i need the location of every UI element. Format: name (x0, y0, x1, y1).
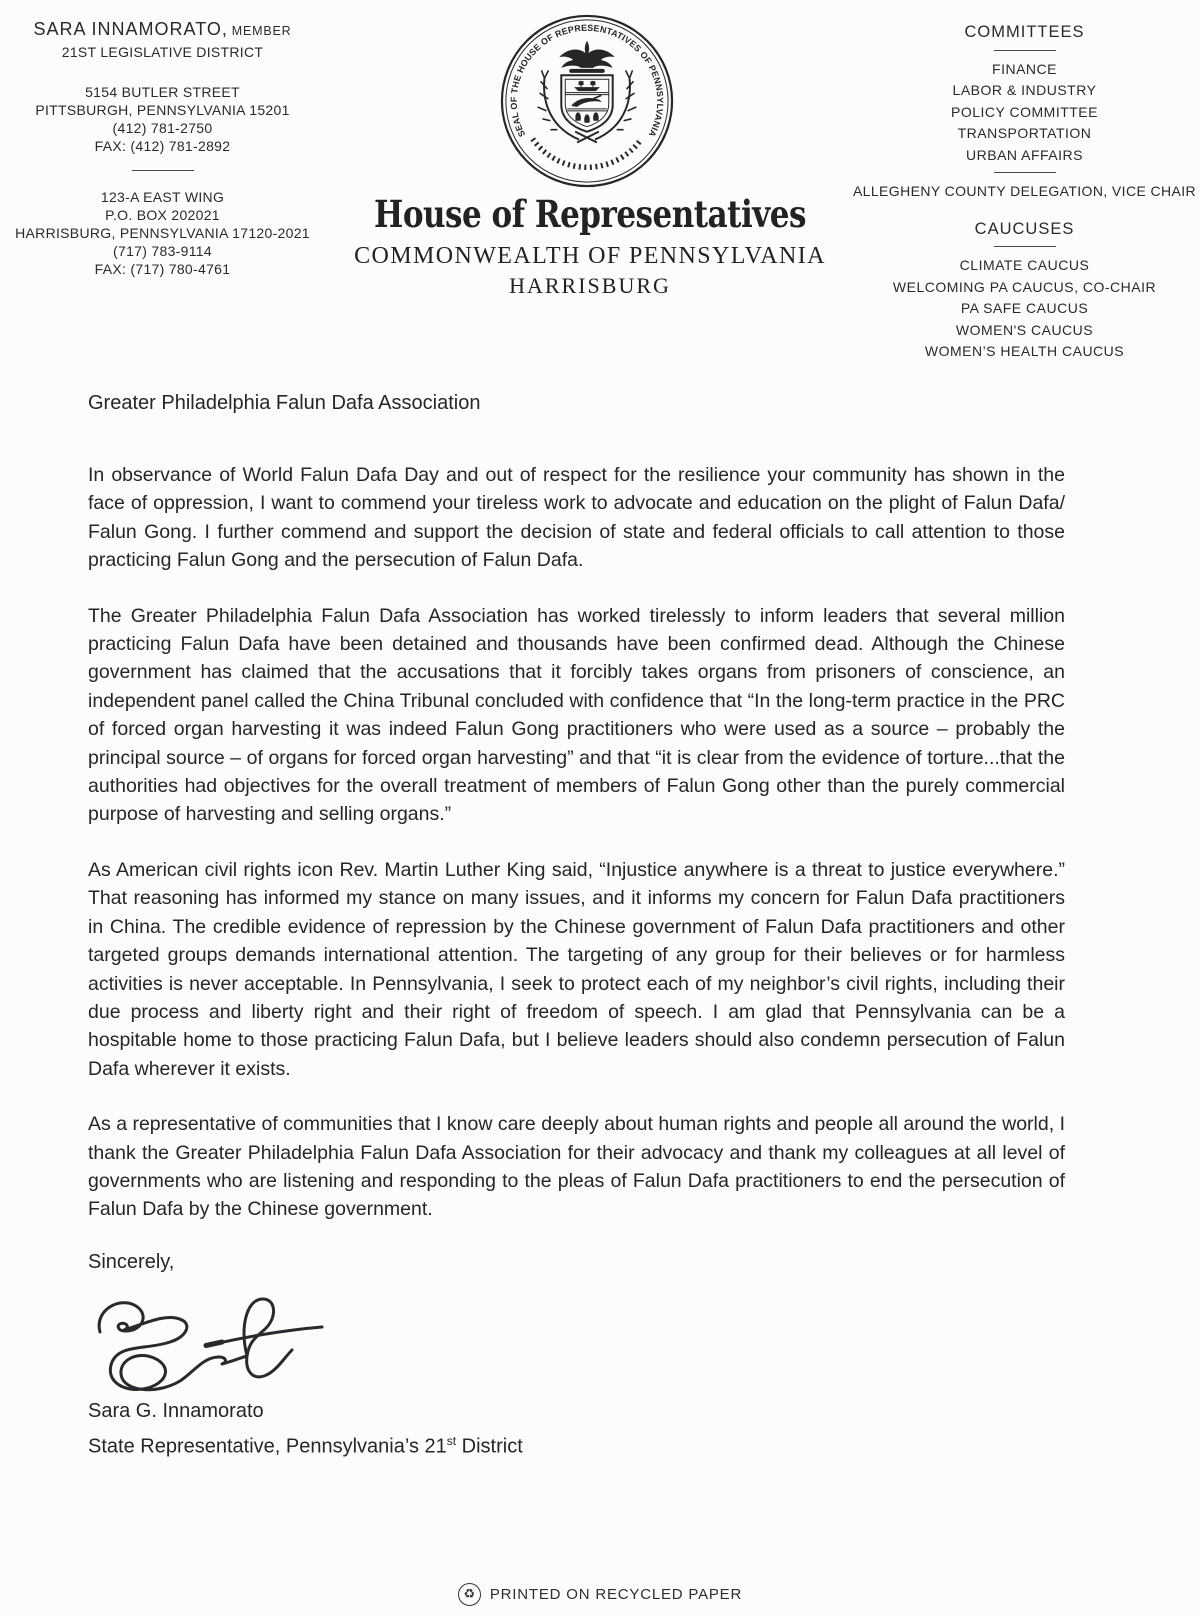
house-seal-image (498, 12, 676, 190)
org-title: House of Representatives (374, 193, 806, 237)
delegation-line: ALLEGHENY COUNTY DELEGATION, VICE CHAIR (852, 183, 1197, 199)
signer-title-ordinal: st (446, 1433, 457, 1448)
eagle-icon (559, 41, 614, 73)
member-contact-block (15, 20, 310, 278)
committee-item: POLICY COMMITTEE (951, 103, 1098, 120)
org-subtitle: COMMONWEALTH OF PENNSYLVANIA (354, 243, 826, 269)
divider (994, 50, 1056, 51)
divider (132, 170, 194, 171)
paragraph: In observance of World Falun Dafa Day and out of respect for the resilience your community has shown in the face of oppression, I want to commend your tireless work to advocate and education on the plight of Falun Dafa/ Falun Gong. I further commend and support the decision of state and federal officials to call attention to those practicing Falun Gong and the persecution of Falun Dafa. (88, 464, 1065, 572)
signature-image (94, 1282, 329, 1394)
org-city: HARRISBURG (509, 273, 671, 298)
divider (994, 172, 1056, 173)
paragraph: The Greater Philadelphia Falun Dafa Association has worked tirelessly to inform leaders that several million practicing Falun Dafa have been detained and thousands have been confirmed dead. Although the Chinese government has claimed that the accusations that it forcibly takes organs from prisoners of conscience, an independent panel called the China Tribunal concluded with confidence that “In the long-term practice in the PRC of forced organ harvesting it was indeed Falun Gong practitioners who were used as a source – probably the principal source – of organs for forced organ harvesting” and that “it is clear from the evidence of torture...that the authorities had objectives for the overall treatment of members of Falun Gong other than the purely commercial purpose of harvesting and selling organs.” (88, 604, 1065, 826)
district-office-address (15, 83, 310, 155)
address-line: 5154 BUTLER STREET (85, 84, 240, 100)
committee-item: URBAN AFFAIRS (966, 146, 1083, 163)
divider (994, 246, 1056, 247)
signer-title (88, 1426, 1065, 1462)
paragraph: As American civil rights icon Rev. Martin Luther King said, “Injustice anywhere is a threat to justice everywhere.” That reasoning has informed my stance on many issues, and it informs my concern for Falun Dafa practitioners in China. The credible evidence of repression by the Chinese government of Falun Dafa practitioners and other targeted groups demands international attention. The targeting of any group for their believes or for harmless activities is never acceptable. In Pennsylvania, I seek to protect each of my neighbor’s civil rights, including their due process and liberty right and their right of freedom of speech. I am glad that Pennsylvania can be a hospitable home to those practicing Falun Dafa, but I believe leaders should also condemn persecution of Falun Dafa wherever it exists. (88, 858, 1065, 1080)
member-name-line (15, 20, 310, 40)
address-line: PITTSBURGH, PENNSYLVANIA 15201 (35, 102, 290, 118)
caucus-item: WELCOMING PA CAUCUS, CO-CHAIR (892, 278, 1157, 295)
committees-heading: COMMITTEES (964, 23, 1085, 41)
address-line: FAX: (717) 780-4761 (94, 261, 231, 277)
member-district: 21ST LEGISLATIVE DISTRICT (61, 44, 264, 60)
closing: Sincerely, (88, 1250, 175, 1273)
caucus-item: WOMEN’S HEALTH CAUCUS (924, 343, 1125, 359)
caucus-item: CLIMATE CAUCUS (959, 257, 1090, 273)
recycled-paper-note: PRINTED ON RECYCLED PAPER (489, 1586, 743, 1603)
signer-title-suffix: District (456, 1435, 523, 1458)
org-heading (295, 193, 885, 299)
member-name: SARA INNAMORATO, (33, 19, 228, 39)
caucus-item: PA SAFE CAUCUS (960, 300, 1089, 316)
address-line: (412) 781-2750 (112, 120, 213, 136)
caucus-item: WOMEN'S CAUCUS (955, 321, 1094, 338)
address-line: P.O. BOX 202021 (105, 207, 220, 223)
salutation: Greater Philadelphia Falun Dafa Association (88, 392, 481, 414)
recycle-glyph: ♻ (463, 1587, 476, 1602)
seal-garland (533, 139, 642, 167)
address-line: FAX: (412) 781-2892 (94, 138, 231, 154)
committee-item: TRANSPORTATION (957, 125, 1092, 141)
ship-icon (574, 81, 600, 91)
committees-block (852, 22, 1197, 363)
footer (0, 1583, 1200, 1606)
capitol-office-address (15, 188, 310, 278)
signer-name: Sara G. Innamorato (88, 1399, 264, 1422)
shield-icon (561, 75, 612, 131)
committee-item: FINANCE (992, 60, 1057, 77)
caucuses-heading: CAUCUSES (974, 219, 1075, 238)
address-line: 123-A EAST WING (100, 189, 225, 205)
address-line: (717) 783-9114 (113, 243, 212, 259)
plow-icon (571, 95, 602, 107)
member-suffix: MEMBER (231, 24, 292, 38)
signer-title-text: State Representative, Pennsylvania’s 21 (88, 1435, 447, 1458)
recycle-icon (458, 1583, 481, 1606)
letter-body (88, 392, 1065, 1461)
wheat-sheaves-icon (575, 112, 598, 122)
seal-text: SEAL OF THE HOUSE OF REPRESENTATIVES OF PENNSYLVANIA (508, 22, 666, 139)
committee-item: LABOR & INDUSTRY (952, 82, 1097, 98)
paragraph: As a representative of communities that I know care deeply about human rights and people all around the world, I thank the Greater Philadelphia Falun Dafa Association for their advocacy and thank my colleagues at all level of governments who are listening and responding to the pleas of Falun Dafa practitioners to end the persecution of Falun Dafa by the Chinese government. (88, 1113, 1065, 1221)
address-line: HARRISBURG, PENNSYLVANIA 17120-2021 (15, 225, 310, 241)
